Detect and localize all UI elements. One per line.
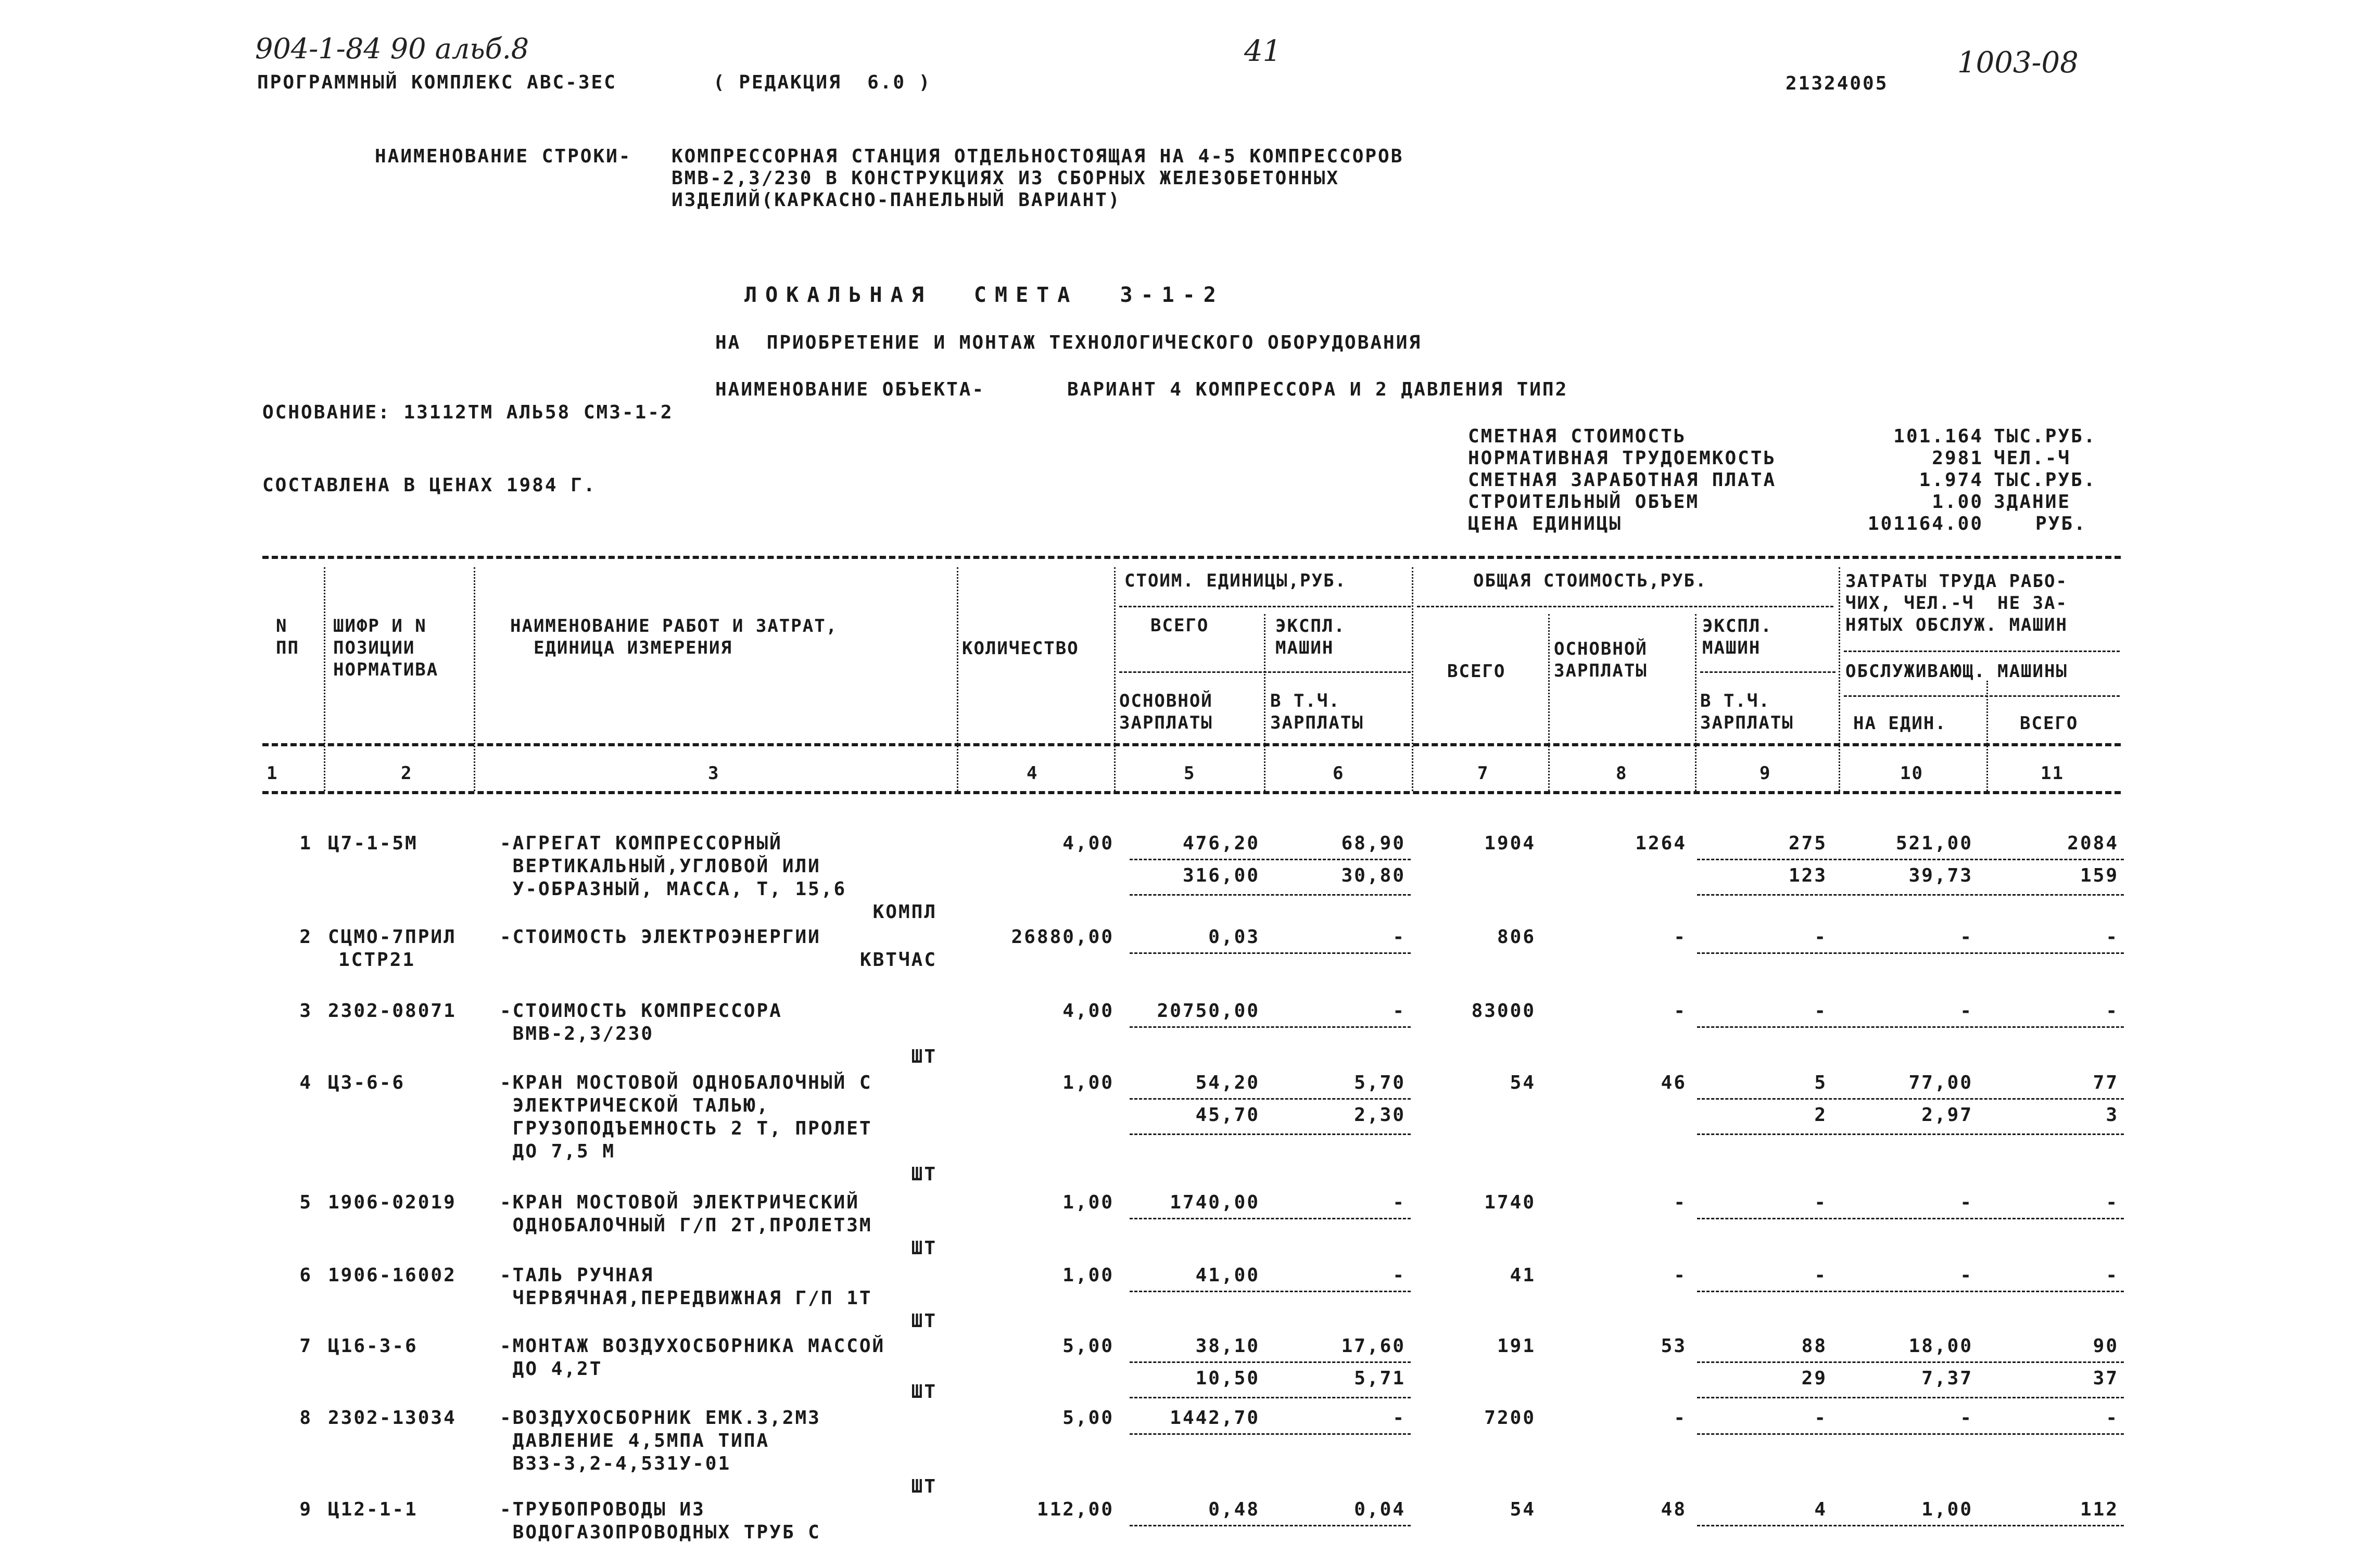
row-c8: -	[1674, 1000, 1687, 1022]
row-labor-rule	[1697, 1525, 2124, 1526]
summary-unit-3: ЗДАНИЕ	[1994, 491, 2071, 513]
object-name-label: НАИМЕНОВАНИЕ СТРОКИ-	[375, 146, 632, 167]
row-name-line: -ТАЛЬ РУЧНАЯ	[500, 1265, 654, 1286]
summary-label-3: СТРОИТЕЛЬНЫЙ ОБЪЕМ	[1468, 491, 1700, 513]
row-name-line: ОДНОБАЛОЧНЫЙ Г/П 2Т,ПРОЛЕТ3М	[500, 1215, 872, 1236]
row-name-line: ДАВЛЕНИЕ 4,5МПА ТИПА	[500, 1430, 770, 1451]
row-c10b: 7,37	[1921, 1368, 1973, 1389]
row-qty: 5,00	[1062, 1407, 1114, 1429]
row-c11: -	[2106, 1192, 2119, 1213]
row-labor-rule	[1697, 1291, 2124, 1292]
row-c9: -	[1814, 1192, 1827, 1213]
row-name-line: ЧЕРВЯЧНАЯ,ПЕРЕДВИЖНАЯ Г/П 1Т	[500, 1288, 872, 1309]
row-c9: 275	[1788, 833, 1827, 854]
row-c9b: 29	[1801, 1368, 1827, 1389]
row-code: Ц12-1-1	[328, 1499, 418, 1520]
summary-unit-4: РУБ.	[2035, 513, 2087, 534]
hdr-rule-unitcost	[1119, 606, 1411, 607]
row-c7: 54	[1510, 1499, 1536, 1520]
row-qty: 1,00	[1062, 1192, 1114, 1213]
row-c10: -	[1960, 1192, 1973, 1213]
row-c6: -	[1392, 1265, 1406, 1286]
hdr-tc-mach: ЭКСПЛ. МАШИН	[1702, 616, 1773, 658]
summary-unit-1: ЧЕЛ.-Ч	[1994, 448, 2071, 469]
colnum-5: 5	[1184, 763, 1196, 784]
row-c9: 5	[1814, 1072, 1827, 1093]
row-name-line: -СТОИМОСТЬ ЭЛЕКТРОЭНЕРГИИ	[500, 926, 821, 948]
row-c10b: 39,73	[1908, 865, 1973, 886]
row-c10: -	[1960, 1000, 1973, 1022]
summary-value-0: 101.164	[1893, 426, 1983, 447]
row-unit: ШТ	[911, 1046, 937, 1067]
row-c5b: 10,50	[1195, 1368, 1260, 1389]
row-c11b: 37	[2093, 1368, 2119, 1389]
basis: ОСНОВАНИЕ: 13112ТМ АЛЬ58 СМ3-1-2	[262, 402, 674, 423]
row-name-line: ДО 7,5 М	[500, 1141, 616, 1162]
row-c11: -	[2106, 1000, 2119, 1022]
row-unit: ШТ	[911, 1238, 937, 1259]
hdr-uc-mach-wage: В Т.Ч. ЗАРПЛАТЫ	[1270, 691, 1364, 733]
object-name-line1: КОМПРЕССОРНАЯ СТАНЦИЯ ОТДЕЛЬНОСТОЯЩАЯ НА 4-5 КОМПРЕССОРОВ	[672, 146, 1404, 167]
row-c10: -	[1960, 926, 1973, 948]
row-c5: 476,20	[1182, 833, 1260, 854]
row-number: 7	[299, 1335, 312, 1357]
row-name-line: У-ОБРАЗНЫЙ, МАССА, Т, 15,6	[500, 878, 847, 900]
hdr-uc-total: ВСЕГО	[1150, 615, 1209, 636]
hdr-rule-labor-1	[1844, 651, 2120, 652]
row-c5: 20750,00	[1157, 1000, 1260, 1022]
object-value: ВАРИАНТ 4 КОМПРЕССОРА И 2 ДАВЛЕНИЯ ТИП2	[1067, 379, 1568, 400]
hdr-unit-cost: СТОИМ. ЕДИНИЦЫ,РУБ.	[1124, 570, 1347, 591]
row-number: 6	[299, 1265, 312, 1286]
row-name-line: -ВОЗДУХОСБОРНИК ЕМК.3,2М3	[500, 1407, 821, 1429]
row-unitcost-rule	[1130, 1218, 1411, 1219]
row-c10: 18,00	[1908, 1335, 1973, 1357]
row-c7: 54	[1510, 1072, 1536, 1093]
row-name-line: ЭЛЕКТРИЧЕСКОЙ ТАЛЬЮ,	[500, 1095, 770, 1116]
margin-note-album: 904-1-84 90 альб.8	[255, 32, 529, 65]
row-unitcost-rule	[1130, 1361, 1411, 1363]
row-c6: 17,60	[1341, 1335, 1406, 1357]
row-name-line: ВМВ-2,3/230	[500, 1023, 654, 1044]
hdr-rule-tc-mid	[1700, 671, 1835, 673]
colnum-2: 2	[401, 763, 413, 784]
row-labor-rule	[1697, 1218, 2124, 1219]
program-name: ПРОГРАММНЫЙ КОМПЛЕКС АВС-3ЕС	[257, 72, 617, 93]
row-name-line: ВЕРТИКАЛЬНЫЙ,УГЛОВОЙ ИЛИ	[500, 856, 821, 877]
row-qty: 1,00	[1062, 1072, 1114, 1093]
row-name-line: -АГРЕГАТ КОМПРЕССОРНЫЙ	[500, 833, 782, 854]
row-unitcost-rule	[1130, 1098, 1411, 1100]
row-c10: 77,00	[1908, 1072, 1973, 1093]
row-c9: 4	[1814, 1499, 1827, 1520]
row-c5: 1740,00	[1170, 1192, 1260, 1213]
row-c9: -	[1814, 1407, 1827, 1429]
row-c8: 48	[1661, 1499, 1687, 1520]
summary-label-2: СМЕТНАЯ ЗАРАБОТНАЯ ПЛАТА	[1468, 469, 1777, 491]
hdr-name: НАИМЕНОВАНИЕ РАБОТ И ЗАТРАТ, ЕДИНИЦА ИЗМЕРЕНИЯ	[510, 616, 838, 658]
row-name-line: -МОНТАЖ ВОЗДУХОСБОРНИКА МАССОЙ	[500, 1335, 885, 1357]
program-edition: ( РЕДАКЦИЯ 6.0 )	[713, 72, 932, 93]
hdr-code: ШИФР И N ПОЗИЦИИ НОРМАТИВА	[333, 616, 439, 680]
row-name-line: В33-3,2-4,531У-01	[500, 1453, 731, 1474]
row-c5: 0,03	[1208, 926, 1260, 948]
hdr-labor-unit: НА ЕДИН.	[1853, 713, 1947, 734]
row-number: 5	[299, 1192, 312, 1213]
row-c7: 83000	[1471, 1000, 1536, 1022]
row-c11b: 3	[2106, 1104, 2119, 1126]
row-name-line: -КРАН МОСТОВОЙ ЭЛЕКТРИЧЕСКИЙ	[500, 1192, 859, 1213]
colnum-6: 6	[1333, 763, 1345, 784]
row-c11: 112	[2080, 1499, 2119, 1520]
summary-unit-2: ТЫС.РУБ.	[1994, 469, 2097, 491]
row-name-line: ВОДОГАЗОПРОВОДНЫХ ТРУБ С	[500, 1522, 821, 1543]
hdr-total-cost: ОБЩАЯ СТОИМОСТЬ,РУБ.	[1473, 570, 1707, 591]
row-c6: -	[1392, 1407, 1406, 1429]
row-labor-rule-2	[1697, 1397, 2124, 1398]
col-sep-8	[1695, 614, 1697, 791]
col-sep-6	[1412, 567, 1413, 791]
col-sep-7	[1548, 614, 1550, 791]
col-sep-2	[474, 567, 475, 791]
colnum-10: 10	[1900, 763, 1923, 784]
row-c7: 806	[1497, 926, 1536, 948]
row-c6: -	[1392, 1000, 1406, 1022]
col-sep-5	[1264, 614, 1265, 791]
row-c9b: 2	[1814, 1104, 1827, 1126]
table-top-rule	[262, 556, 2121, 559]
row-c5: 41,00	[1195, 1265, 1260, 1286]
row-c9: -	[1814, 926, 1827, 948]
summary-value-4: 101164.00	[1867, 513, 1983, 534]
hdr-qty: КОЛИЧЕСТВО	[962, 638, 1079, 659]
row-c5: 54,20	[1195, 1072, 1260, 1093]
row-name-line: -ТРУБОПРОВОДЫ ИЗ	[500, 1499, 705, 1520]
row-c11: 2084	[2067, 833, 2119, 854]
hdr-tc-total: ВСЕГО	[1447, 661, 1506, 682]
row-name-line: -КРАН МОСТОВОЙ ОДНОБАЛОЧНЫЙ С	[500, 1072, 872, 1093]
summary-label-4: ЦЕНА ЕДИНИЦЫ	[1468, 513, 1623, 534]
colnum-8: 8	[1616, 763, 1628, 784]
row-c9: -	[1814, 1000, 1827, 1022]
col-sep-4	[1114, 567, 1116, 791]
row-c6: 0,04	[1354, 1499, 1406, 1520]
row-labor-rule	[1697, 1433, 2124, 1435]
summary-label-1: НОРМАТИВНАЯ ТРУДОЕМКОСТЬ	[1468, 448, 1777, 469]
row-c7: 1740	[1484, 1192, 1536, 1213]
row-code: Ц3-6-6	[328, 1072, 406, 1093]
row-c8: 46	[1661, 1072, 1687, 1093]
row-unitcost-rule-2	[1130, 894, 1411, 896]
row-qty: 26880,00	[1011, 926, 1114, 948]
hdr-labor-sub: ОБСЛУЖИВАЮЩ. МАШИНЫ	[1845, 661, 2068, 682]
program-code: 21324005	[1786, 73, 1889, 94]
summary-label-0: СМЕТНАЯ СТОИМОСТЬ	[1468, 426, 1687, 447]
row-code: 2302-08071	[328, 1000, 457, 1022]
hdr-rule-uc-mid	[1119, 671, 1411, 673]
row-code: Ц16-3-6	[328, 1335, 418, 1357]
row-unitcost-rule	[1130, 1291, 1411, 1292]
colnum-bottom-rule	[262, 791, 2121, 794]
colnum-9: 9	[1759, 763, 1771, 784]
row-number: 4	[299, 1072, 312, 1093]
hdr-tc-wage: ОСНОВНОЙ ЗАРПЛАТЫ	[1554, 639, 1648, 681]
row-unit: ШТ	[911, 1381, 937, 1403]
row-qty: 1,00	[1062, 1265, 1114, 1286]
header-bottom-rule	[262, 743, 2121, 746]
row-c5: 0,48	[1208, 1499, 1260, 1520]
row-c6: 68,90	[1341, 833, 1406, 854]
row-c10b: 2,97	[1921, 1104, 1973, 1126]
document-subtitle: НА ПРИОБРЕТЕНИЕ И МОНТАЖ ТЕХНОЛОГИЧЕСКОГО ОБОРУДОВАНИЯ	[715, 332, 1422, 353]
row-c11: -	[2106, 1407, 2119, 1429]
row-c5: 38,10	[1195, 1335, 1260, 1357]
row-unitcost-rule-2	[1130, 1397, 1411, 1398]
colnum-11: 11	[2041, 763, 2064, 784]
row-unit: ШТ	[911, 1310, 937, 1332]
row-code: СЦМО-7ПРИЛ	[328, 926, 457, 948]
row-c7: 41	[1510, 1265, 1536, 1286]
price-level: СОСТАВЛЕНА В ЦЕНАХ 1984 Г.	[262, 475, 597, 496]
row-labor-rule	[1697, 952, 2124, 954]
col-sep-1	[324, 567, 325, 791]
hdr-tc-mach-wage: В Т.Ч. ЗАРПЛАТЫ	[1700, 691, 1794, 733]
row-c10: 1,00	[1921, 1499, 1973, 1520]
row-c7: 191	[1497, 1335, 1536, 1357]
hdr-uc-mach: ЭКСПЛ. МАШИН	[1275, 616, 1346, 658]
margin-note-right: 1003-08	[1957, 46, 2079, 80]
row-code: 1906-16002	[328, 1265, 457, 1286]
row-c11: 77	[2093, 1072, 2119, 1093]
row-c6b: 5,71	[1354, 1368, 1406, 1389]
row-number: 2	[299, 926, 312, 948]
row-labor-rule-2	[1697, 1133, 2124, 1135]
colnum-3: 3	[708, 763, 720, 784]
hdr-uc-wage: ОСНОВНОЙ ЗАРПЛАТЫ	[1119, 691, 1213, 733]
row-c7: 7200	[1484, 1407, 1536, 1429]
row-unitcost-rule	[1130, 952, 1411, 954]
row-c8: -	[1674, 1192, 1687, 1213]
row-c10: -	[1960, 1407, 1973, 1429]
row-c5b: 45,70	[1195, 1104, 1260, 1126]
hdr-n: N ПП	[276, 616, 299, 658]
row-qty: 4,00	[1062, 1000, 1114, 1022]
row-qty: 4,00	[1062, 833, 1114, 854]
row-c5: 1442,70	[1170, 1407, 1260, 1429]
row-c8: -	[1674, 1265, 1687, 1286]
row-code: Ц7-1-5М	[328, 833, 418, 854]
row-c11: 90	[2093, 1335, 2119, 1357]
object-name-line2: ВМВ-2,3/230 В КОНСТРУКЦИЯХ ИЗ СБОРНЫХ ЖЕЛЕЗОБЕТОННЫХ	[672, 168, 1340, 189]
row-labor-rule	[1697, 1098, 2124, 1100]
row-name-line: ДО 4,2Т	[500, 1358, 603, 1380]
row-c8: -	[1674, 1407, 1687, 1429]
hdr-labor: ЗАТРАТЫ ТРУДА РАБО- ЧИХ, ЧЕЛ.-Ч НЕ ЗА- НЯТЫХ ОБСЛУЖ. МАШИН	[1845, 571, 2068, 635]
row-c8: -	[1674, 926, 1687, 948]
row-c6: 5,70	[1354, 1072, 1406, 1093]
colnum-4: 4	[1027, 763, 1039, 784]
colnum-1: 1	[267, 763, 278, 784]
summary-value-1: 2981	[1932, 448, 1983, 469]
row-c11b: 159	[2080, 865, 2119, 886]
row-labor-rule	[1697, 859, 2124, 860]
row-unit: КВТЧАС	[859, 949, 937, 971]
page-number: 41	[1244, 34, 1282, 68]
row-unitcost-rule-2	[1130, 1133, 1411, 1135]
row-qty: 5,00	[1062, 1335, 1114, 1357]
col-sep-3	[957, 567, 958, 791]
row-c8: 1264	[1635, 833, 1687, 854]
row-c11: -	[2106, 926, 2119, 948]
row-c10: -	[1960, 1265, 1973, 1286]
row-number: 1	[299, 833, 312, 854]
row-c6b: 30,80	[1341, 865, 1406, 886]
row-unitcost-rule	[1130, 1433, 1411, 1435]
row-labor-rule	[1697, 1026, 2124, 1028]
row-labor-rule	[1697, 1361, 2124, 1363]
row-c6b: 2,30	[1354, 1104, 1406, 1126]
document-title: ЛОКАЛЬНАЯ СМЕТА 3-1-2	[744, 283, 1224, 307]
summary-unit-0: ТЫС.РУБ.	[1994, 426, 2097, 447]
row-c11: -	[2106, 1265, 2119, 1286]
summary-value-3: 1.00	[1932, 491, 1983, 513]
row-unit: КОМПЛ	[872, 901, 937, 923]
summary-value-2: 1.974	[1919, 469, 1983, 491]
row-code: 1906-02019	[328, 1192, 457, 1213]
row-c10: 521,00	[1895, 833, 1973, 854]
colnum-7: 7	[1477, 763, 1489, 784]
row-qty: 112,00	[1036, 1499, 1114, 1520]
row-number: 8	[299, 1407, 312, 1429]
row-c6: -	[1392, 926, 1406, 948]
row-c7: 1904	[1484, 833, 1536, 854]
row-number: 3	[299, 1000, 312, 1022]
hdr-labor-total: ВСЕГО	[2020, 713, 2079, 734]
row-c9b: 123	[1788, 865, 1827, 886]
row-c5b: 316,00	[1182, 865, 1260, 886]
row-number: 9	[299, 1499, 312, 1520]
row-unit: ШТ	[911, 1164, 937, 1185]
row-name-line: -СТОИМОСТЬ КОМПРЕССОРА	[500, 1000, 782, 1022]
row-unitcost-rule	[1130, 1026, 1411, 1028]
col-sep-10	[1986, 681, 1988, 791]
row-c6: -	[1392, 1192, 1406, 1213]
row-c9: -	[1814, 1265, 1827, 1286]
row-labor-rule-2	[1697, 894, 2124, 896]
row-unit: ШТ	[911, 1476, 937, 1497]
col-sep-9	[1839, 567, 1840, 791]
row-unitcost-rule	[1130, 1525, 1411, 1526]
row-unitcost-rule	[1130, 859, 1411, 860]
row-code: 2302-13034	[328, 1407, 457, 1429]
hdr-rule-labor-2	[1844, 695, 2120, 697]
row-name-line: ГРУЗОПОДЪЕМНОСТЬ 2 Т, ПРОЛЕТ	[500, 1118, 872, 1139]
hdr-rule-totalcost	[1417, 606, 1833, 607]
row-c9: 88	[1801, 1335, 1827, 1357]
row-code-cont: 1СТР21	[338, 949, 416, 971]
object-label: НАИМЕНОВАНИЕ ОБЪЕКТА-	[715, 379, 985, 400]
object-name-line3: ИЗДЕЛИЙ(КАРКАСНО-ПАНЕЛЬНЫЙ ВАРИАНТ)	[672, 189, 1121, 211]
row-c8: 53	[1661, 1335, 1687, 1357]
